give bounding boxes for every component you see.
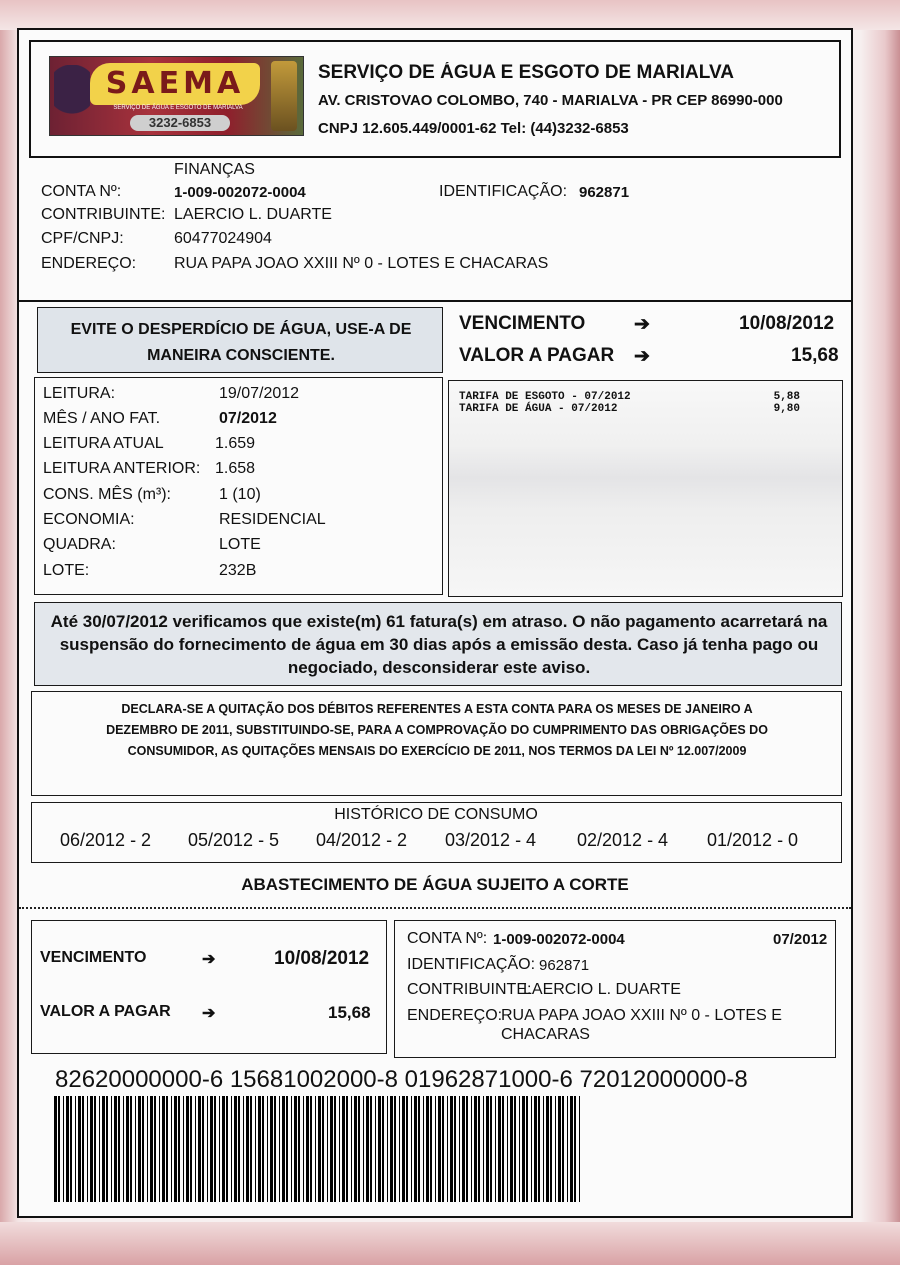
barcode bbox=[54, 1096, 582, 1202]
history-box bbox=[31, 802, 842, 863]
barcode-bar bbox=[291, 1096, 292, 1202]
barcode-bar bbox=[358, 1096, 360, 1202]
barcode-bar bbox=[258, 1096, 261, 1202]
reading-label: LEITURA: bbox=[43, 385, 116, 402]
barcode-bar bbox=[387, 1096, 388, 1202]
reading-label: MÊS / ANO FAT. bbox=[43, 410, 161, 427]
company-address: AV. CRISTOVAO COLOMBO, 740 - MARIALVA - PR CEP 86990-000 bbox=[318, 92, 783, 109]
reading-label: ECONOMIA: bbox=[43, 511, 135, 528]
reading-label: LEITURA ANTERIOR: bbox=[43, 460, 201, 477]
stub-endereco-value-2: CHACARAS bbox=[501, 1026, 590, 1043]
company-name: SERVIÇO DE ÁGUA E ESGOTO DE MARIALVA bbox=[318, 62, 734, 83]
stub-ref: 07/2012 bbox=[773, 931, 828, 948]
barcode-bar bbox=[442, 1096, 444, 1202]
history-item: 01/2012 - 0 bbox=[707, 830, 799, 850]
endereco-value: RUA PAPA JOAO XXIII Nº 0 - LOTES E CHACARAS bbox=[174, 255, 549, 272]
barcode-bar bbox=[450, 1096, 453, 1202]
barcode-bar bbox=[171, 1096, 172, 1202]
due-label: VENCIMENTO bbox=[459, 313, 586, 334]
barcode-bar bbox=[75, 1096, 76, 1202]
barcode-bar bbox=[546, 1096, 549, 1202]
barcode-bar bbox=[58, 1096, 60, 1202]
reading-value: 07/2012 bbox=[219, 410, 277, 427]
barcode-bar bbox=[207, 1096, 208, 1202]
barcode-bar bbox=[538, 1096, 540, 1202]
barcode-bar bbox=[411, 1096, 412, 1202]
barcode-bar bbox=[579, 1096, 580, 1202]
logo-subtitle: SERVIÇO DE ÁGUA E ESGOTO DE MARIALVA bbox=[113, 105, 243, 111]
barcode-bar bbox=[370, 1096, 372, 1202]
reading-value: 232B bbox=[219, 562, 257, 579]
conta-value: 1-009-002072-0004 bbox=[174, 184, 306, 201]
declaration-box bbox=[31, 691, 842, 796]
barcode-bar bbox=[178, 1096, 180, 1202]
barcode-bar bbox=[526, 1096, 528, 1202]
history-item: 02/2012 - 4 bbox=[577, 830, 669, 850]
barcode-bar bbox=[454, 1096, 456, 1202]
barcode-bar bbox=[363, 1096, 364, 1202]
overdue-notice-text: Até 30/07/2012 verificamos que existe(m) 61 fatura(s) em atraso. O não pagamento acarretará na suspensão do fornecimento de água em 30 dias após a emissão desta. Caso já tenha pago ou negociado, desconsiderar este aviso. bbox=[50, 612, 828, 677]
barcode-bar bbox=[534, 1096, 537, 1202]
barcode-bar bbox=[231, 1096, 232, 1202]
conserve-water-box bbox=[37, 307, 443, 373]
barcode-bar bbox=[294, 1096, 297, 1202]
barcode-bar bbox=[159, 1096, 160, 1202]
barcode-bar bbox=[138, 1096, 141, 1202]
conserve-water-text: EVITE O DESPERDÍCIO DE ÁGUA, USE-A DE MANEIRA CONSCIENTE. bbox=[70, 321, 412, 364]
barcode-bar bbox=[558, 1096, 561, 1202]
history-item: 06/2012 - 2 bbox=[60, 830, 152, 850]
charge-value: 9,80 bbox=[773, 403, 800, 415]
barcode-bar bbox=[90, 1096, 93, 1202]
barcode-bar bbox=[514, 1096, 516, 1202]
reading-label: QUADRA: bbox=[43, 536, 116, 553]
stub-info-box bbox=[394, 920, 836, 1058]
history-title: HISTÓRICO DE CONSUMO bbox=[334, 806, 538, 823]
reading-value: LOTE bbox=[219, 536, 261, 553]
due-value: 10/08/2012 bbox=[739, 313, 835, 334]
barcode-bar bbox=[346, 1096, 348, 1202]
barcode-bar bbox=[54, 1096, 57, 1202]
history-item: 04/2012 - 2 bbox=[316, 830, 408, 850]
stub-contribuinte-label: CONTRIBUINTE: bbox=[407, 981, 532, 998]
barcode-bar bbox=[303, 1096, 304, 1202]
stub-conta-value: 1-009-002072-0004 bbox=[493, 931, 625, 948]
reading-value: 1.659 bbox=[215, 435, 256, 452]
barcode-bar bbox=[430, 1096, 432, 1202]
barcode-bar bbox=[198, 1096, 201, 1202]
bill-sheet bbox=[17, 28, 853, 1218]
stub-amount-arrow-icon: ➔ bbox=[202, 1005, 216, 1022]
barcode-bar bbox=[562, 1096, 564, 1202]
barcode-bar bbox=[106, 1096, 108, 1202]
barcode-bar bbox=[471, 1096, 472, 1202]
reading-value: RESIDENCIAL bbox=[219, 511, 326, 528]
barcode-bar bbox=[322, 1096, 324, 1202]
barcode-bar bbox=[543, 1096, 544, 1202]
stub-contribuinte-value: LAERCIO L. DUARTE bbox=[523, 981, 681, 998]
barcode-bar bbox=[351, 1096, 352, 1202]
history-item: 05/2012 - 5 bbox=[188, 830, 280, 850]
contribuinte-label: CONTRIBUINTE: bbox=[41, 206, 166, 223]
grapes-icon bbox=[54, 65, 90, 125]
barcode-bar bbox=[243, 1096, 244, 1202]
barcode-bar bbox=[219, 1096, 220, 1202]
reading-box bbox=[34, 377, 443, 595]
scan-bottom-edge bbox=[0, 1222, 900, 1265]
barcode-bar bbox=[418, 1096, 420, 1202]
saema-logo bbox=[49, 56, 304, 136]
reading-value: 1 (10) bbox=[219, 486, 261, 503]
barcode-bar bbox=[414, 1096, 417, 1202]
barcode-bar bbox=[438, 1096, 441, 1202]
barcode-bar bbox=[366, 1096, 369, 1202]
charge-label: TARIFA DE ÁGUA - 07/2012 bbox=[459, 403, 618, 415]
logo-phone: 3232-6853 bbox=[130, 115, 230, 131]
cut-warning: ABASTECIMENTO DE ÁGUA SUJEITO A CORTE bbox=[241, 875, 629, 894]
barcode-bar bbox=[267, 1096, 268, 1202]
barcode-bar bbox=[183, 1096, 184, 1202]
barcode-bar bbox=[447, 1096, 448, 1202]
amount-value: 15,68 bbox=[791, 345, 839, 366]
stub-identificacao-label: IDENTIFICAÇÃO: bbox=[407, 956, 536, 973]
barcode-bar bbox=[315, 1096, 316, 1202]
barcode-bar bbox=[390, 1096, 393, 1202]
stub-due-label: VENCIMENTO bbox=[40, 949, 147, 966]
stub-due-arrow-icon: ➔ bbox=[202, 951, 216, 968]
charges-box bbox=[448, 380, 843, 597]
barcode-bar bbox=[435, 1096, 436, 1202]
barcode-bar bbox=[246, 1096, 249, 1202]
scan-top-edge bbox=[0, 0, 900, 30]
barcode-bar bbox=[111, 1096, 112, 1202]
barcode-bar bbox=[306, 1096, 309, 1202]
barcode-bar bbox=[466, 1096, 468, 1202]
barcode-bar bbox=[462, 1096, 465, 1202]
barcode-bar bbox=[87, 1096, 88, 1202]
cut-line bbox=[19, 907, 851, 909]
logo-wordmark: SAEMA bbox=[90, 63, 260, 105]
barcode-bar bbox=[142, 1096, 144, 1202]
barcode-bar bbox=[262, 1096, 264, 1202]
barcode-bar bbox=[327, 1096, 328, 1202]
stub-due-box bbox=[31, 920, 387, 1054]
barcode-bar bbox=[195, 1096, 196, 1202]
barcode-bar bbox=[222, 1096, 225, 1202]
overdue-notice-box bbox=[34, 602, 842, 686]
barcode-bar bbox=[94, 1096, 96, 1202]
barcode-bar bbox=[574, 1096, 576, 1202]
barcode-bar bbox=[498, 1096, 501, 1202]
endereco-label: ENDEREÇO: bbox=[41, 255, 137, 272]
barcode-bar bbox=[238, 1096, 240, 1202]
barcode-bar bbox=[154, 1096, 156, 1202]
barcode-bar bbox=[399, 1096, 400, 1202]
barcode-bar bbox=[570, 1096, 573, 1202]
barcode-bar bbox=[114, 1096, 117, 1202]
history-item: 03/2012 - 4 bbox=[445, 830, 537, 850]
conta-label: CONTA Nº: bbox=[41, 183, 122, 200]
due-arrow-icon: ➔ bbox=[634, 314, 650, 335]
barcode-bar bbox=[555, 1096, 556, 1202]
barcode-bar bbox=[495, 1096, 496, 1202]
barcode-bar bbox=[459, 1096, 460, 1202]
barcode-bar bbox=[402, 1096, 405, 1202]
barcode-bar bbox=[174, 1096, 177, 1202]
barcode-bar bbox=[286, 1096, 288, 1202]
barcode-bar bbox=[82, 1096, 84, 1202]
barcode-bar bbox=[279, 1096, 280, 1202]
barcode-bar bbox=[102, 1096, 105, 1202]
charge-label: TARIFA DE ESGOTO - 07/2012 bbox=[459, 391, 631, 403]
stub-conta-label: CONTA Nº: bbox=[407, 930, 488, 947]
barcode-bar bbox=[394, 1096, 396, 1202]
barcode-bar bbox=[118, 1096, 120, 1202]
barcode-bar bbox=[519, 1096, 520, 1202]
barcode-bar bbox=[375, 1096, 376, 1202]
barcode-bar bbox=[166, 1096, 168, 1202]
barcode-bar bbox=[274, 1096, 276, 1202]
divider bbox=[19, 300, 851, 302]
amount-label: VALOR A PAGAR bbox=[459, 345, 615, 366]
reading-label: LEITURA ATUAL bbox=[43, 435, 164, 452]
barcode-bar bbox=[550, 1096, 552, 1202]
barcode-bar bbox=[426, 1096, 429, 1202]
barcode-bar bbox=[202, 1096, 204, 1202]
barcode-bar bbox=[330, 1096, 333, 1202]
barcode-bar bbox=[339, 1096, 340, 1202]
stub-due-value: 10/08/2012 bbox=[274, 948, 370, 969]
barcode-bar bbox=[186, 1096, 189, 1202]
barcode-bar bbox=[334, 1096, 336, 1202]
barcode-bar bbox=[126, 1096, 129, 1202]
barcode-bar bbox=[99, 1096, 100, 1202]
company-cnpj-tel: CNPJ 12.605.449/0001-62 Tel: (44)3232-6853 bbox=[318, 120, 629, 137]
barcode-bar bbox=[190, 1096, 192, 1202]
barcode-bar bbox=[130, 1096, 132, 1202]
barcode-bar bbox=[382, 1096, 384, 1202]
barcode-bar bbox=[342, 1096, 345, 1202]
barcode-bar bbox=[135, 1096, 136, 1202]
barcode-bar bbox=[502, 1096, 504, 1202]
reading-value: 1.658 bbox=[215, 460, 256, 477]
barcode-bar bbox=[490, 1096, 492, 1202]
stub-amount-value: 15,68 bbox=[328, 1003, 371, 1022]
barcode-bar bbox=[282, 1096, 285, 1202]
reading-label: LOTE: bbox=[43, 562, 90, 579]
declaration-text: DECLARA-SE A QUITAÇÃO DOS DÉBITOS REFERENTES A ESTA CONTA PARA OS MESES DE JANEIRO A DEZEMBRO DE 2011, SUBSTITUINDO-SE, PARA A COMPROVAÇÃO DO CUMPRIMENTO DAS OBRIGAÇÕES DO CONSUMIDOR, AS QUITAÇÕES MENSAIS DO EXERCÍCIO DE 2011, NOS TERMOS DA LEI Nº 12.007/2009 bbox=[106, 702, 768, 758]
barcode-bar bbox=[310, 1096, 312, 1202]
barcode-bar bbox=[423, 1096, 424, 1202]
barcode-bar bbox=[234, 1096, 237, 1202]
header-box bbox=[29, 40, 841, 158]
reading-value: 19/07/2012 bbox=[219, 385, 300, 402]
identificacao-label: IDENTIFICAÇÃO: bbox=[439, 183, 568, 200]
charge-value: 5,88 bbox=[773, 391, 800, 403]
barcode-bar bbox=[510, 1096, 513, 1202]
stub-identificacao-value: 962871 bbox=[539, 957, 590, 974]
barcode-bar bbox=[486, 1096, 489, 1202]
amount-arrow-icon: ➔ bbox=[634, 346, 650, 367]
reading-label: CONS. MÊS (m³): bbox=[43, 486, 171, 503]
barcode-bar bbox=[406, 1096, 408, 1202]
barcode-bar bbox=[150, 1096, 153, 1202]
section-financas: FINANÇAS bbox=[174, 161, 255, 178]
barcode-bar bbox=[66, 1096, 69, 1202]
identificacao-value: 962871 bbox=[579, 184, 630, 201]
barcode-bar bbox=[378, 1096, 381, 1202]
barcode-bar bbox=[63, 1096, 64, 1202]
cpf-value: 60477024904 bbox=[174, 230, 272, 247]
barcode-bar bbox=[522, 1096, 525, 1202]
stub-endereco-value: RUA PAPA JOAO XXIII Nº 0 - LOTES E bbox=[501, 1007, 782, 1024]
barcode-bar bbox=[162, 1096, 165, 1202]
barcode-digit-line: 82620000000-6 15681002000-8 01962871000-6 72012000000-8 bbox=[55, 1066, 748, 1093]
barcode-bar bbox=[147, 1096, 148, 1202]
barcode-bar bbox=[78, 1096, 81, 1202]
barcode-bar bbox=[214, 1096, 216, 1202]
barcode-bar bbox=[478, 1096, 480, 1202]
barcode-bar bbox=[483, 1096, 484, 1202]
barcode-bar bbox=[210, 1096, 213, 1202]
barcode-bar bbox=[226, 1096, 228, 1202]
stub-amount-label: VALOR A PAGAR bbox=[40, 1003, 171, 1020]
barcode-bar bbox=[567, 1096, 568, 1202]
barcode-bar bbox=[531, 1096, 532, 1202]
barcode-bar bbox=[354, 1096, 357, 1202]
barcode-bar bbox=[318, 1096, 321, 1202]
barcode-bar bbox=[474, 1096, 477, 1202]
barcode-bar bbox=[255, 1096, 256, 1202]
barcode-bar bbox=[123, 1096, 124, 1202]
barcode-bar bbox=[70, 1096, 72, 1202]
barcode-bar bbox=[270, 1096, 273, 1202]
barcode-bar bbox=[298, 1096, 300, 1202]
contribuinte-value: LAERCIO L. DUARTE bbox=[174, 206, 332, 223]
valve-icon bbox=[271, 61, 297, 131]
cpf-label: CPF/CNPJ: bbox=[41, 230, 124, 247]
stub-endereco-label: ENDEREÇO: bbox=[407, 1007, 503, 1024]
barcode-bar bbox=[507, 1096, 508, 1202]
barcode-bar bbox=[250, 1096, 252, 1202]
